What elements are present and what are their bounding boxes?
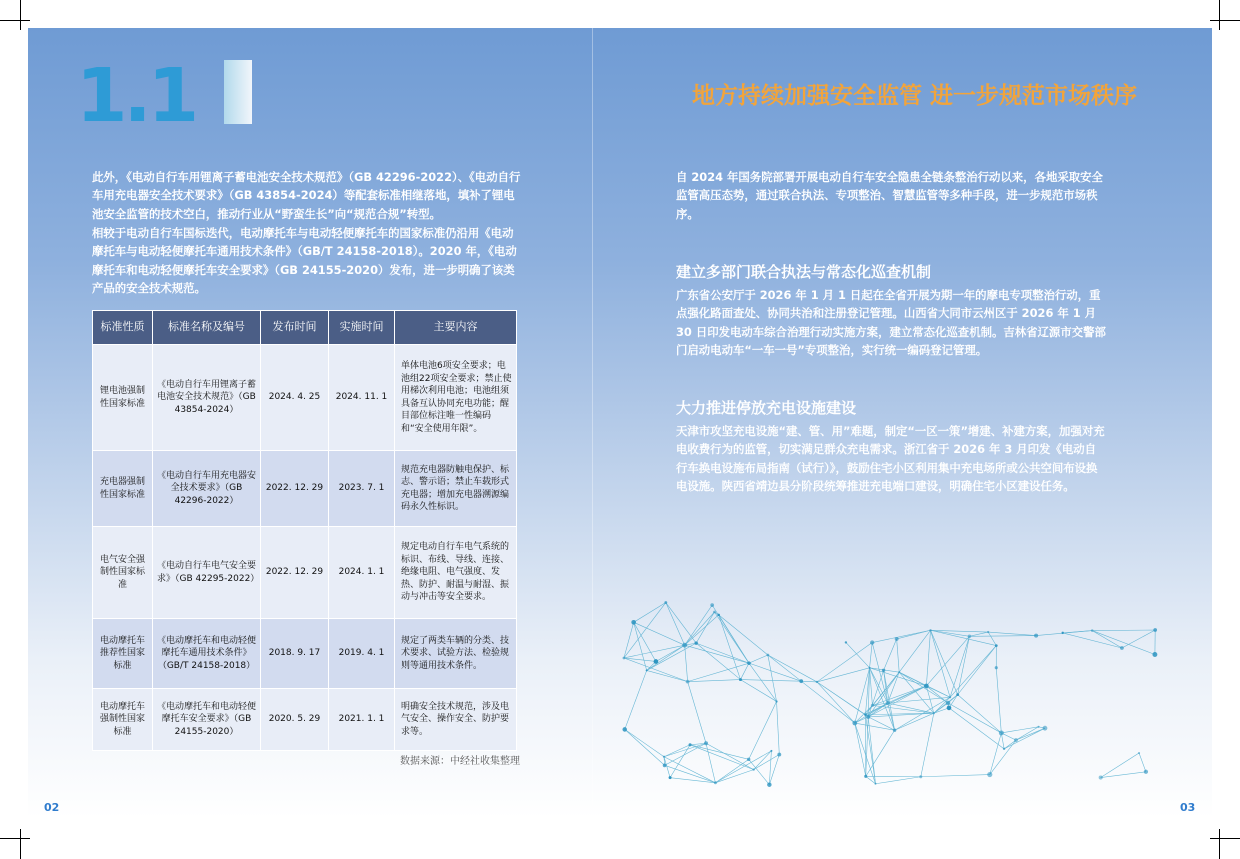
network-link	[1139, 753, 1146, 772]
network-node	[752, 768, 754, 770]
network-node	[1099, 775, 1103, 779]
network-link	[870, 668, 927, 686]
network-node	[924, 684, 929, 689]
network-node	[747, 758, 750, 761]
network-link	[656, 645, 685, 661]
network-link	[706, 743, 754, 769]
network-node	[1153, 628, 1157, 632]
network-link	[749, 759, 770, 784]
network-node	[870, 640, 874, 644]
crop-mark	[1210, 20, 1240, 21]
network-link	[958, 646, 997, 695]
cell-published: 2018. 9. 17	[261, 619, 329, 689]
network-node	[893, 729, 896, 732]
network-node	[929, 629, 931, 631]
cell-content: 规范充电器防触电保护、标志、警示语；禁止车载形式充电器；增加充电器溯源编码永久性标识。	[395, 451, 517, 527]
section-charging-facilities	[676, 398, 1106, 495]
network-link	[1063, 633, 1122, 648]
network-node	[886, 701, 890, 705]
network-node	[777, 753, 781, 757]
section-heading: 大力推进停放充电设施建设	[676, 399, 857, 417]
network-node	[717, 614, 720, 617]
network-link	[740, 680, 776, 702]
network-link	[899, 672, 926, 686]
crop-mark	[1219, 0, 1220, 30]
network-link	[1101, 772, 1146, 778]
network-node	[1003, 748, 1005, 750]
network-node	[866, 715, 870, 719]
network-link	[749, 663, 801, 681]
network-link	[1122, 630, 1155, 648]
network-link	[895, 713, 934, 730]
network-link	[897, 639, 900, 672]
network-node	[949, 696, 951, 698]
network-link	[688, 682, 706, 744]
network-link	[934, 703, 948, 713]
table-row	[93, 689, 517, 751]
cell-nature: 电气安全强制性国家标准	[93, 527, 153, 619]
network-link	[740, 680, 801, 682]
network-link	[948, 703, 1001, 733]
crop-mark	[1210, 838, 1240, 839]
cell-nature: 电动摩托车推荐性国家标准	[93, 619, 153, 689]
network-link	[899, 672, 948, 703]
table-row	[93, 451, 517, 527]
network-link	[715, 751, 771, 783]
header-name: 标准名称及编号	[153, 311, 261, 345]
network-node	[710, 603, 714, 607]
network-node	[895, 637, 899, 641]
network-node	[864, 713, 867, 716]
network-link	[888, 703, 895, 730]
page-number-right: 03	[1180, 801, 1196, 814]
network-node	[995, 666, 998, 669]
network-node	[882, 669, 885, 672]
section-joint-enforcement	[676, 262, 1106, 359]
network-link	[696, 612, 714, 643]
network-node	[816, 681, 818, 683]
network-node	[704, 741, 708, 745]
network-link	[749, 655, 768, 663]
network-node	[869, 667, 871, 669]
network-node	[1043, 726, 1048, 731]
section-number-accent	[224, 60, 252, 124]
network-node	[663, 756, 665, 758]
network-link	[888, 686, 927, 703]
network-link	[868, 672, 899, 717]
network-node	[852, 721, 857, 726]
network-link	[817, 682, 865, 715]
cell-content: 规定了两类车辆的分类、技术要求、试验方法、检验规则等通用技术条件。	[395, 619, 517, 689]
network-link	[897, 630, 931, 639]
network-link	[926, 630, 930, 686]
network-node	[875, 783, 877, 785]
network-node	[1120, 646, 1124, 650]
network-link	[647, 670, 688, 681]
cell-published: 2022. 12. 29	[261, 527, 329, 619]
network-link	[634, 622, 685, 645]
right-intro: 自 2024 年国务院部署开展电动自行车安全隐患全链条整治行动以来，各地采取安全监管高压态势，通过联合执法、专项整治、智慧监管等多种手段，进一步规范市场秩序。	[676, 170, 1103, 221]
network-link	[754, 751, 772, 770]
network-link	[988, 632, 1036, 636]
network-link	[876, 777, 921, 784]
network-link	[950, 646, 996, 698]
table-header-row	[93, 311, 517, 345]
network-link	[801, 681, 817, 682]
network-link	[1092, 631, 1122, 648]
network-link	[624, 603, 666, 658]
network-link	[715, 759, 748, 782]
header-content: 主要内容	[395, 311, 517, 345]
network-node	[956, 693, 959, 696]
right-page-title: 地方持续加强安全监管 进一步规范市场秩序	[692, 83, 1138, 109]
network-node	[919, 775, 922, 778]
network-node	[946, 701, 951, 706]
network-link	[696, 643, 749, 663]
network-link	[777, 701, 780, 754]
header-nature: 标准性质	[93, 311, 153, 345]
network-link	[872, 630, 930, 642]
crop-mark	[0, 838, 30, 839]
network-node	[669, 776, 672, 779]
network-link	[899, 672, 934, 713]
network-node	[631, 620, 636, 625]
cell-published: 2022. 12. 29	[261, 451, 329, 527]
cell-published: 2024. 4. 25	[261, 345, 329, 451]
cell-name: 《电动摩托车和电动轻便摩托车通用技术条件》（GB/T 24158-2018）	[153, 619, 261, 689]
network-link	[625, 670, 647, 729]
network-link	[690, 745, 749, 760]
network-node	[664, 601, 667, 604]
cell-effective: 2023. 7. 1	[329, 451, 395, 527]
network-link	[719, 615, 768, 655]
network-node	[747, 661, 751, 665]
header-effective: 实施时间	[329, 311, 395, 345]
network-node	[1152, 652, 1157, 657]
cell-nature: 电动摩托车强制性国家标准	[93, 689, 153, 751]
network-node	[689, 743, 692, 746]
network-node	[947, 706, 952, 711]
network-graphic	[600, 560, 1212, 818]
network-link	[969, 636, 1036, 637]
network-link	[958, 695, 1002, 733]
left-paragraph-2: 相较于电动自行车国标迭代，电动摩托车与电动轻便摩托车的国家标准仍沿用《电动摩托车与电动轻便摩托车通用技术条件》（GB/T 24158-2018）。2020 年，《电动摩托车和电动轻便摩托车安全要求》（GB 24155-2020）发布，进一步明确了该类产品的安全技术规范。	[92, 226, 517, 295]
crop-mark	[20, 0, 21, 30]
network-link	[768, 655, 801, 681]
network-link	[817, 643, 872, 682]
network-link	[868, 717, 894, 730]
network-node	[845, 641, 847, 643]
network-node	[623, 657, 626, 660]
crop-mark	[20, 829, 21, 859]
header-published: 发布时间	[261, 311, 329, 345]
network-link	[664, 757, 715, 783]
network-node	[1144, 770, 1148, 774]
cell-effective: 2024. 11. 1	[329, 345, 395, 451]
network-link	[969, 632, 988, 636]
network-link	[884, 639, 897, 670]
network-node	[775, 700, 777, 702]
section-heading: 建立多部门联合执法与常态化巡查机制	[676, 263, 932, 281]
network-link	[884, 670, 888, 703]
network-node	[622, 727, 627, 732]
network-node	[686, 680, 690, 684]
network-node	[739, 678, 742, 681]
network-node	[871, 704, 874, 707]
network-node	[1138, 752, 1140, 754]
network-node	[1034, 634, 1038, 638]
network-node	[1091, 629, 1094, 632]
network-node	[767, 783, 771, 787]
network-node	[864, 775, 867, 778]
cell-content: 规定电动自行车电气系统的标识、布线、导线、连接、绝缘电阻、电气强度、发热、防护、耐温与耐湿、振动与冲击等安全要求。	[395, 527, 517, 619]
cell-name: 《电动自行车用充电器安全技术要求》（GB 42296-2022）	[153, 451, 261, 527]
network-node	[987, 631, 989, 633]
network-link	[690, 745, 754, 770]
network-link	[749, 663, 777, 701]
network-link	[685, 612, 715, 645]
network-link	[696, 643, 740, 679]
network-link	[931, 630, 951, 697]
left-paragraph-1: 此外，《电动自行车用锂离子蓄电池安全技术规范》（GB 42296-2022）、《电动自行车用充电器安全技术要求》（GB 43854-2024）等配套标准相继落地，填补了锂电池安全监管的技术空白，推动行业从“野蛮生长”向“规范合规”转型。	[92, 170, 521, 221]
network-node	[713, 611, 716, 614]
cell-name: 《电动自行车用锂离子蓄电池安全技术规范》（GB 43854-2024）	[153, 345, 261, 451]
cell-effective: 2019. 4. 1	[329, 619, 395, 689]
network-link	[988, 632, 996, 646]
network-node	[987, 772, 992, 777]
page-gutter	[592, 28, 593, 818]
network-link	[996, 668, 1001, 733]
network-link	[625, 729, 664, 756]
network-node	[663, 763, 667, 767]
network-node	[898, 671, 900, 673]
network-node	[654, 659, 659, 664]
network-link	[958, 636, 970, 694]
cell-effective: 2021. 1. 1	[329, 689, 395, 751]
section-number: 1.1	[76, 58, 195, 134]
network-link	[634, 622, 647, 670]
network-node	[766, 654, 769, 657]
network-link	[950, 636, 969, 697]
table-row	[93, 345, 517, 451]
cell-nature: 充电器强制性国家标准	[93, 451, 153, 527]
network-node	[646, 669, 648, 671]
network-link	[1101, 753, 1139, 778]
network-link	[926, 636, 969, 686]
cell-name: 《电动自行车电气安全要求》（GB 42295-2022）	[153, 527, 261, 619]
network-node	[999, 730, 1004, 735]
network-link	[647, 643, 696, 670]
network-link	[1092, 630, 1155, 631]
network-link	[685, 645, 688, 681]
network-node	[968, 635, 972, 639]
cell-content: 单体电池6项安全要求；电池组22项安全要求；禁止使用梯次利用电池；电池组须具备互认协同充电功能；醒目部位标注唯一性编码和“安全使用年限”。	[395, 345, 517, 451]
crop-mark	[0, 20, 30, 21]
network-link	[855, 723, 895, 730]
page-number-left: 02	[44, 801, 60, 814]
cell-content: 明确安全技术规范，涉及电气安全、操作安全、防护要求等。	[395, 689, 517, 751]
standards-table	[92, 310, 517, 751]
network-node	[770, 750, 772, 752]
network-link	[634, 603, 666, 623]
network-link	[688, 680, 741, 682]
cell-published: 2020. 5. 29	[261, 689, 329, 751]
network-link	[624, 622, 634, 658]
network-link	[921, 713, 934, 777]
cell-effective: 2024. 1. 1	[329, 527, 395, 619]
network-link	[921, 775, 990, 777]
network-node	[1014, 738, 1018, 742]
network-link	[817, 668, 870, 682]
network-link	[754, 755, 780, 770]
crop-mark	[1219, 829, 1220, 859]
network-node	[694, 641, 697, 644]
data-source: 数据来源：中经社收集整理	[400, 756, 520, 767]
network-node	[1037, 726, 1039, 728]
network-link	[990, 740, 1016, 774]
network-node	[995, 644, 998, 647]
network-link	[899, 630, 930, 672]
table-row	[93, 527, 517, 619]
section-body: 广东省公安厅于 2026 年 1 月 1 日起在全省开展为期一年的摩电专项整治行动，重点强化路面查处、协同共治和注册登记管理。山西省大同市云州区于 2026 年 1 月 30 日印发电动车综合治理行动实施方案，建立常态化巡查机制。吉林省辽源市交警部门启动电动车“一车一号”专项整治，实行统一编码登记管理。	[676, 288, 1106, 357]
cell-nature: 锂电池强制性国家标准	[93, 345, 153, 451]
network-link	[870, 643, 873, 668]
network-link	[1063, 631, 1093, 633]
network-link	[817, 682, 855, 723]
network-link	[846, 642, 870, 667]
network-node	[1061, 632, 1063, 634]
network-node	[714, 781, 717, 784]
network-link	[625, 729, 665, 765]
network-node	[799, 679, 803, 683]
table-row	[93, 619, 517, 689]
network-node	[933, 712, 935, 714]
network-link	[685, 615, 719, 645]
network-link	[719, 615, 741, 680]
network-link	[634, 622, 656, 661]
network-link	[768, 655, 777, 701]
network-link	[866, 730, 895, 776]
cell-name: 《电动摩托车和电动轻便摩托车安全要求》（GB 24155-2020）	[153, 689, 261, 751]
network-link	[931, 630, 958, 694]
network-link	[884, 670, 895, 730]
section-body: 天津市攻坚充电设施“建、管、用”难题，制定“一区一策”增建、补建方案，加强对充电收费行为的监管，切实满足群众充电需求。浙江省于 2026 年 3 月印发《电动自行车换电设施布局指南（试行）》，鼓励住宅小区利用集中充电场所或公共空间布设换电设施。陕西省靖边县分阶段统筹推进充电端口建设，明确住宅小区建设任务。	[676, 424, 1105, 493]
network-node	[682, 643, 687, 648]
